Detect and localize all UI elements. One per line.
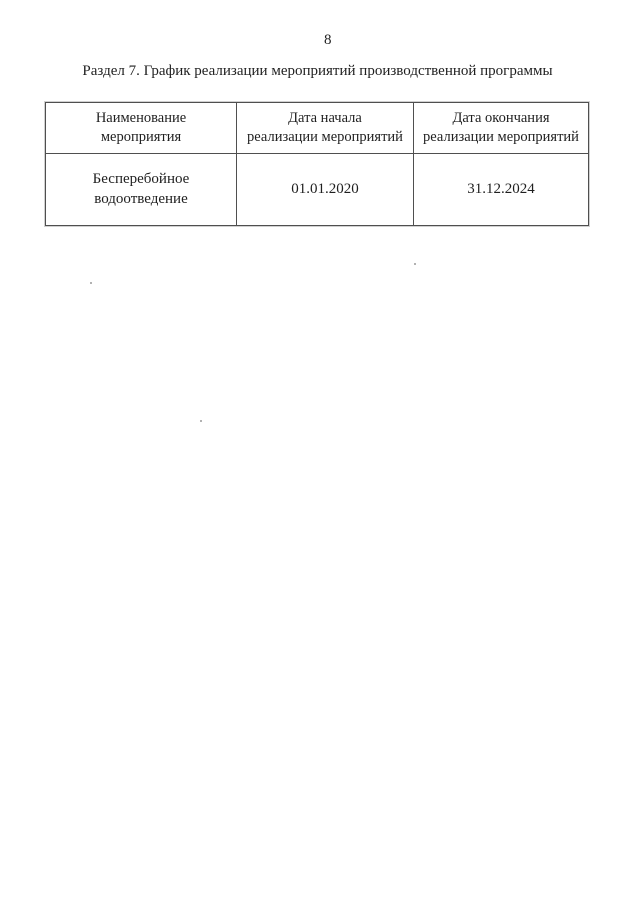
measure-name-line2: водоотведение	[94, 190, 188, 207]
header-start-date-line1: Дата начала	[288, 109, 362, 126]
cell-start-date: 01.01.2020	[237, 154, 414, 226]
header-cell-end-date	[414, 103, 589, 154]
scan-speck	[200, 420, 202, 422]
header-cell-start-date	[237, 103, 414, 154]
scan-speck	[90, 282, 92, 284]
header-end-date-line2: реализации мероприятий	[423, 129, 579, 145]
schedule-table	[45, 102, 589, 226]
cell-measure-name	[46, 154, 237, 226]
table-row	[46, 154, 589, 226]
section-title: Раздел 7. График реализации мероприятий производственной программы	[82, 63, 553, 79]
header-measure-name-line2: мероприятия	[100, 129, 182, 145]
measure-name-line1: Бесперебойное	[92, 170, 190, 187]
header-start-date-line2: реализации мероприятий	[247, 129, 403, 145]
header-measure-name-line1: Наименование	[95, 109, 187, 126]
cell-end-date: 31.12.2024	[414, 154, 589, 226]
header-cell-measure-name	[46, 103, 237, 154]
page-number: 8	[324, 32, 332, 48]
header-end-date-line1: Дата окончания	[452, 109, 550, 126]
table-header-row	[46, 103, 589, 154]
scan-speck	[414, 263, 416, 265]
